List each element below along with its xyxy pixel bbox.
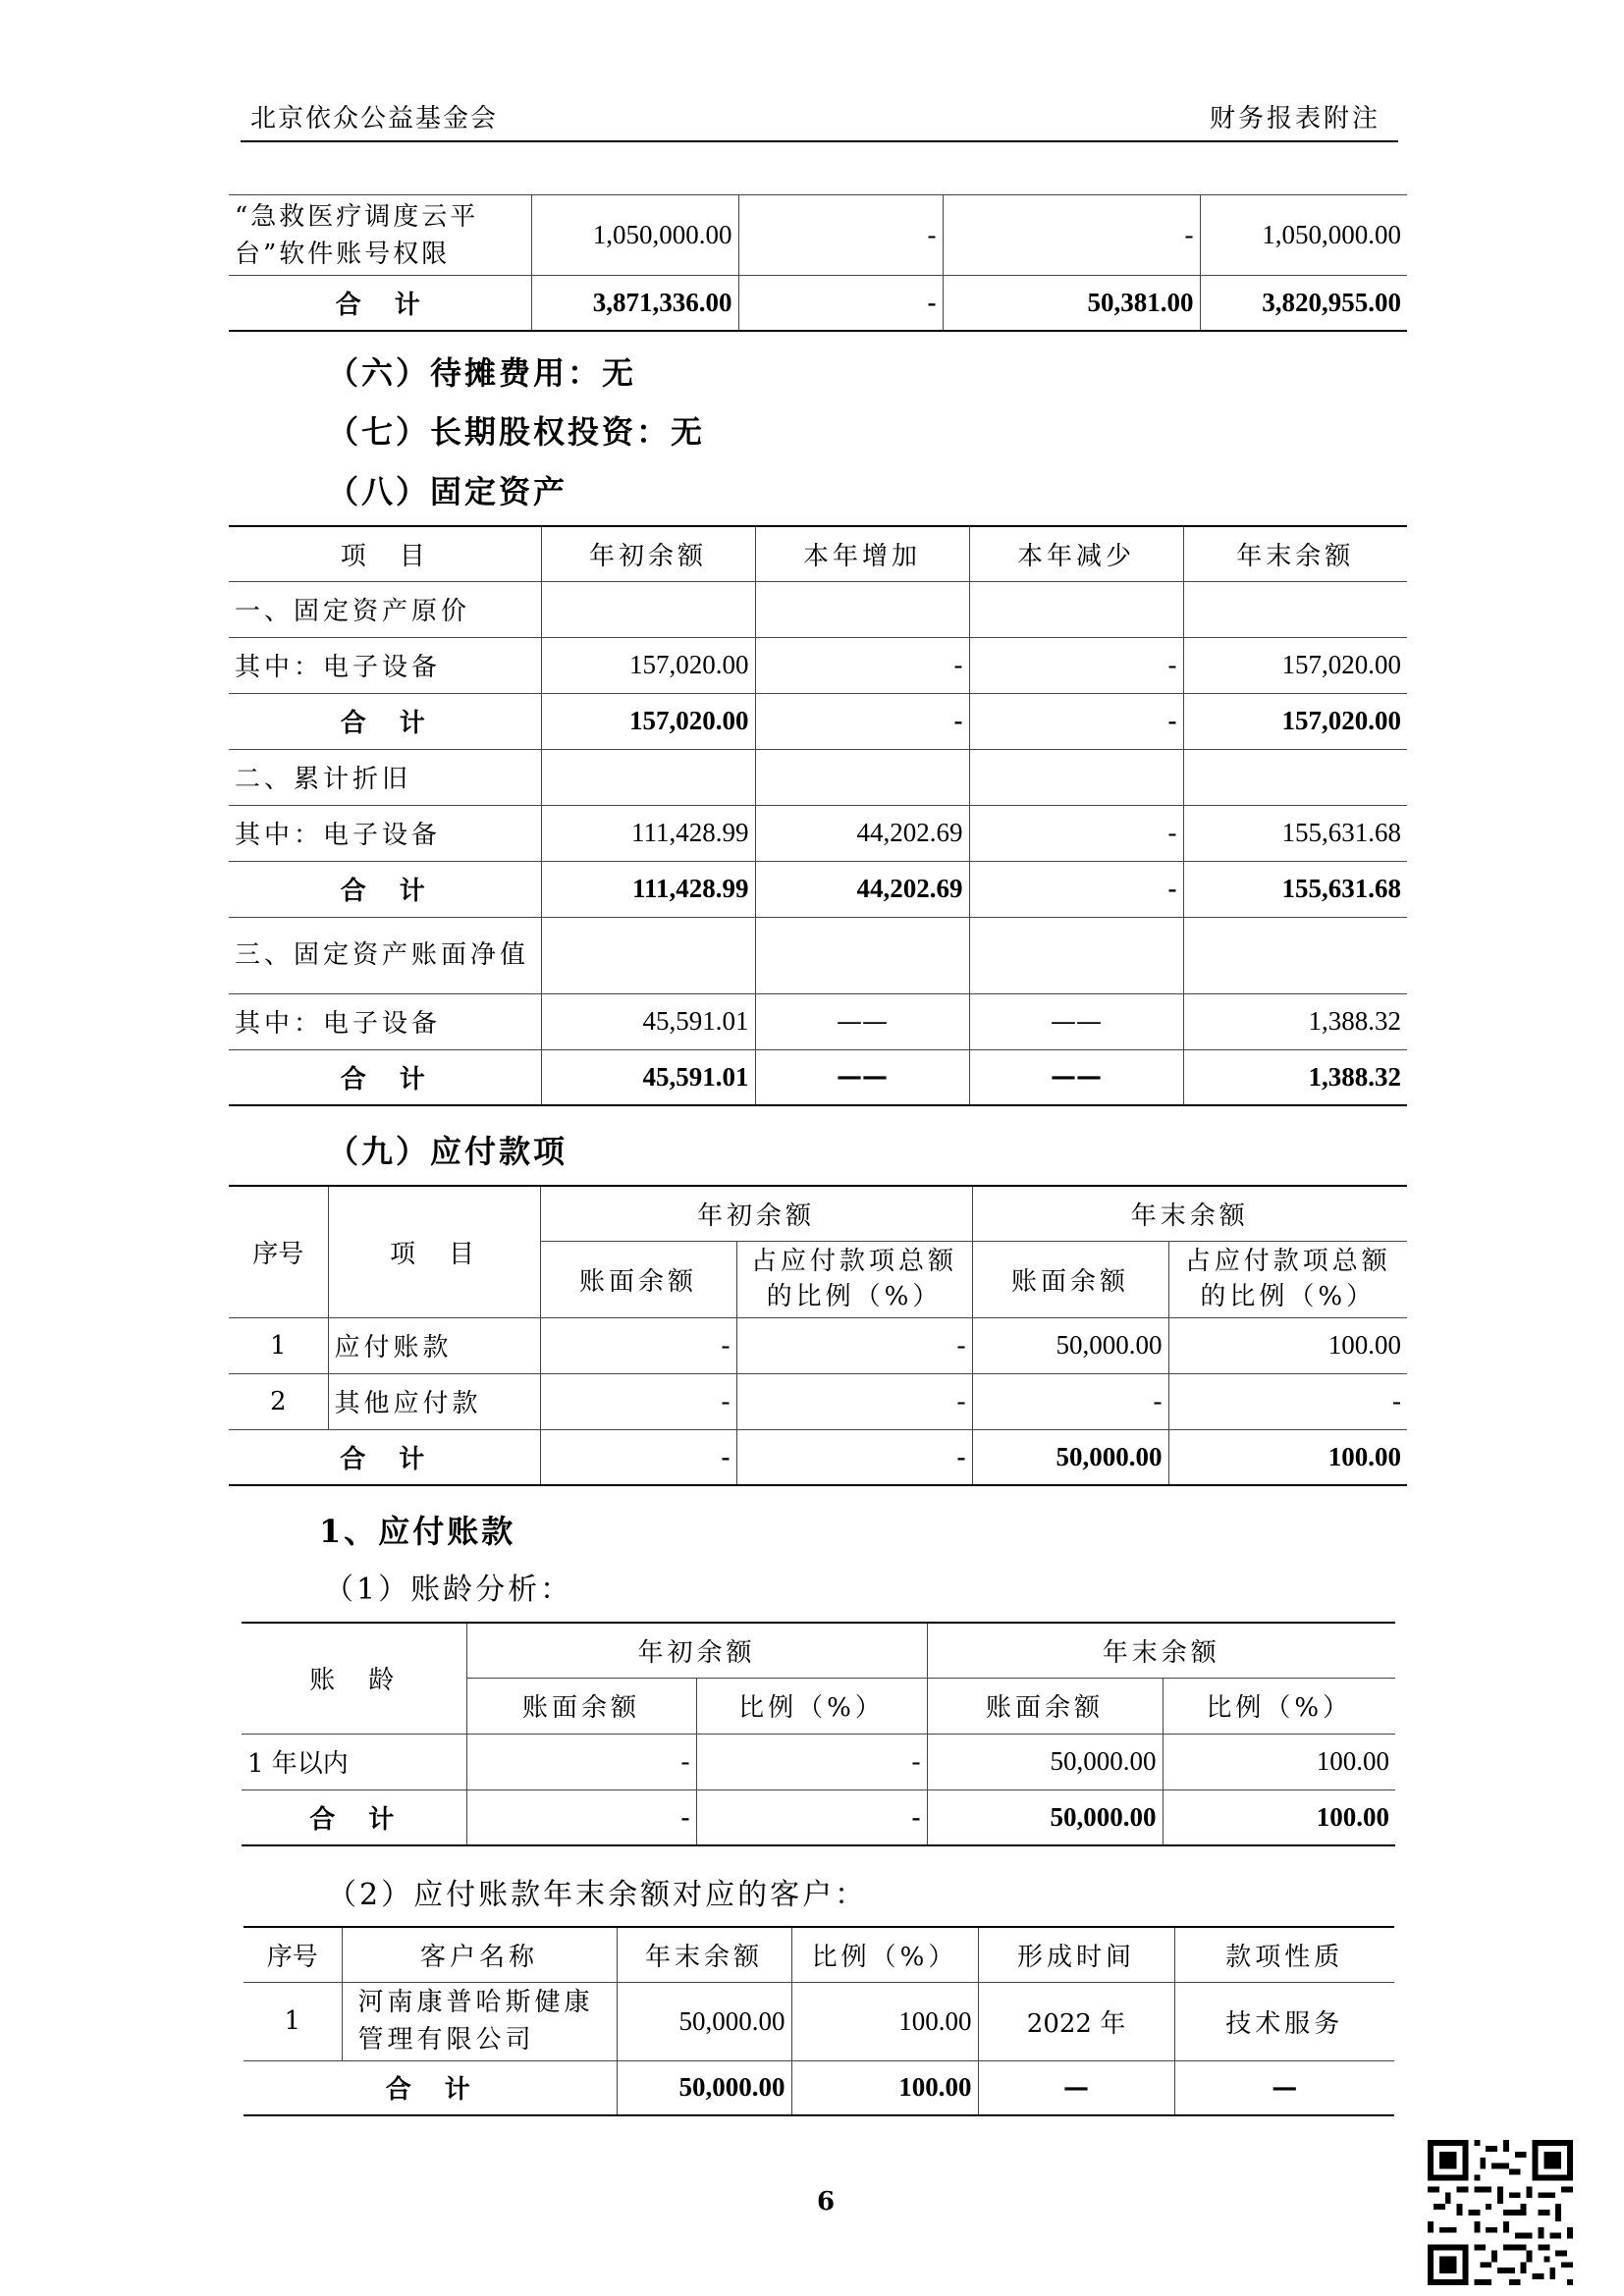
total-row bbox=[242, 1789, 1395, 1845]
col-item: 项 目 bbox=[328, 1186, 540, 1317]
cell: 50,000.00 bbox=[617, 1982, 791, 2060]
col-item: 项 目 bbox=[229, 526, 541, 581]
cell: - bbox=[540, 1373, 736, 1429]
customer-name: 河南康普哈斯健康管理有限公司 bbox=[342, 1982, 617, 2060]
table-row bbox=[229, 993, 1407, 1049]
row-item: 三、固定资产账面净值 bbox=[229, 917, 541, 993]
cell: - bbox=[696, 1734, 927, 1789]
cell bbox=[755, 917, 969, 993]
cell: 50,000.00 bbox=[972, 1317, 1168, 1373]
cell: —— bbox=[969, 993, 1183, 1049]
cell: — bbox=[978, 2060, 1174, 2115]
decrease: - bbox=[943, 195, 1200, 276]
cell bbox=[755, 749, 969, 805]
row-item: 一、固定资产原价 bbox=[229, 581, 541, 637]
item-name: “急救医疗调度云平台”软件账号权限 bbox=[229, 195, 531, 276]
cell: 157,020.00 bbox=[541, 637, 755, 693]
cell: - bbox=[972, 1373, 1168, 1429]
total-row bbox=[229, 861, 1407, 917]
col-begin-ratio: 比例（%） bbox=[696, 1678, 927, 1734]
col-begin: 年初余额 bbox=[541, 526, 755, 581]
cell: - bbox=[1168, 1373, 1407, 1429]
cell: 技术服务 bbox=[1174, 1982, 1394, 2060]
page-number: 6 bbox=[817, 2187, 836, 2216]
col-end-ratio: 占应付款项总额的比例（%） bbox=[1168, 1241, 1407, 1317]
col-age: 账 龄 bbox=[242, 1623, 466, 1734]
table-row bbox=[229, 749, 1407, 805]
cell: 111,428.99 bbox=[541, 805, 755, 861]
cell bbox=[969, 749, 1183, 805]
total-label: 合 计 bbox=[244, 2060, 617, 2115]
col-nature: 款项性质 bbox=[1174, 1927, 1394, 1982]
col-decrease: 本年减少 bbox=[969, 526, 1183, 581]
total-label: 合 计 bbox=[229, 276, 531, 331]
col-begin-ratio: 占应付款项总额的比例（%） bbox=[736, 1241, 972, 1317]
cell: 45,591.01 bbox=[541, 1049, 755, 1105]
table-row bbox=[229, 195, 1407, 276]
cell: - bbox=[969, 805, 1183, 861]
fixed-assets-table bbox=[229, 525, 1407, 1106]
cell: 100.00 bbox=[1168, 1317, 1407, 1373]
cell: 50,000.00 bbox=[927, 1789, 1163, 1845]
payable-customers-table bbox=[244, 1926, 1394, 2116]
cell: 50,000.00 bbox=[617, 2060, 791, 2115]
table-header bbox=[229, 1186, 1407, 1241]
cell: 2022 年 bbox=[978, 1982, 1174, 2060]
total-label: 合 计 bbox=[229, 693, 541, 749]
end-balance: 1,050,000.00 bbox=[1200, 195, 1407, 276]
section-accounts-payable: 1、应付账款 bbox=[319, 1513, 516, 1550]
cell bbox=[969, 917, 1183, 993]
increase: - bbox=[738, 195, 943, 276]
cell: - bbox=[736, 1373, 972, 1429]
row-item: 二、累计折旧 bbox=[229, 749, 541, 805]
cell: 111,428.99 bbox=[541, 861, 755, 917]
cell: - bbox=[466, 1789, 696, 1845]
cell bbox=[969, 581, 1183, 637]
col-end-group: 年末余额 bbox=[927, 1623, 1395, 1678]
table-header bbox=[242, 1623, 1395, 1678]
intangible-assets-table-tail bbox=[229, 194, 1407, 332]
cell bbox=[1183, 749, 1407, 805]
cell bbox=[541, 749, 755, 805]
row-item: 其中：电子设备 bbox=[229, 993, 541, 1049]
cell: 100.00 bbox=[1168, 1429, 1407, 1485]
cell: 44,202.69 bbox=[755, 805, 969, 861]
total-label: 合 计 bbox=[229, 1049, 541, 1105]
table-header bbox=[244, 1927, 1394, 1982]
col-customer: 客户名称 bbox=[342, 1927, 617, 1982]
cell: 1,388.32 bbox=[1183, 993, 1407, 1049]
table-row bbox=[229, 637, 1407, 693]
cell: 45,591.01 bbox=[541, 993, 755, 1049]
cell: 1,388.32 bbox=[1183, 1049, 1407, 1105]
table-row bbox=[229, 917, 1407, 993]
payables-table bbox=[229, 1185, 1407, 1486]
cell: 其他应付款 bbox=[328, 1373, 540, 1429]
row-item: 其中：电子设备 bbox=[229, 637, 541, 693]
total-label: 合 计 bbox=[229, 861, 541, 917]
cell: - bbox=[696, 1789, 927, 1845]
section-prepaid: （六）待摊费用：无 bbox=[327, 354, 637, 392]
cell: 155,631.68 bbox=[1183, 805, 1407, 861]
cell: 应付账款 bbox=[328, 1317, 540, 1373]
col-seq: 序号 bbox=[229, 1186, 328, 1317]
col-begin-group: 年初余额 bbox=[466, 1623, 927, 1678]
table-row bbox=[229, 805, 1407, 861]
cell: 1 bbox=[229, 1317, 328, 1373]
begin-balance: 1,050,000.00 bbox=[531, 195, 738, 276]
header-rule bbox=[241, 140, 1398, 142]
table-header bbox=[229, 526, 1407, 581]
header-doc-title: 财务报表附注 bbox=[1209, 104, 1380, 133]
col-begin-group: 年初余额 bbox=[540, 1186, 972, 1241]
cell: - bbox=[540, 1317, 736, 1373]
cell: - bbox=[969, 861, 1183, 917]
section-aging-analysis: （1）账龄分析： bbox=[324, 1573, 573, 1607]
aging-table bbox=[242, 1622, 1395, 1846]
col-end-book: 账面余额 bbox=[927, 1678, 1163, 1734]
cell: 155,631.68 bbox=[1183, 861, 1407, 917]
col-end-balance: 年末余额 bbox=[617, 1927, 791, 1982]
cell: - bbox=[755, 637, 969, 693]
end-balance: 3,820,955.00 bbox=[1200, 276, 1407, 331]
qr-code-icon bbox=[1428, 2140, 1573, 2285]
cell: —— bbox=[755, 1049, 969, 1105]
cell: 50,000.00 bbox=[927, 1734, 1163, 1789]
total-row bbox=[229, 693, 1407, 749]
cell: 157,020.00 bbox=[1183, 693, 1407, 749]
cell: 100.00 bbox=[791, 1982, 978, 2060]
cell bbox=[1183, 581, 1407, 637]
cell: 44,202.69 bbox=[755, 861, 969, 917]
cell: — bbox=[1174, 2060, 1394, 2115]
cell: - bbox=[755, 693, 969, 749]
cell: - bbox=[466, 1734, 696, 1789]
cell: - bbox=[736, 1317, 972, 1373]
decrease: 50,381.00 bbox=[943, 276, 1200, 331]
cell bbox=[755, 581, 969, 637]
col-begin-book: 账面余额 bbox=[466, 1678, 696, 1734]
total-row bbox=[229, 276, 1407, 331]
col-seq: 序号 bbox=[244, 1927, 342, 1982]
cell: - bbox=[969, 693, 1183, 749]
table-row bbox=[229, 581, 1407, 637]
section-payable-customers: （2）应付账款年末余额对应的客户： bbox=[327, 1878, 868, 1912]
cell: —— bbox=[755, 993, 969, 1049]
begin-balance: 3,871,336.00 bbox=[531, 276, 738, 331]
total-row bbox=[229, 1049, 1407, 1105]
table-row bbox=[244, 1982, 1394, 2060]
cell: 100.00 bbox=[791, 2060, 978, 2115]
col-ratio: 比例（%） bbox=[791, 1927, 978, 1982]
cell bbox=[541, 581, 755, 637]
section-fixed-assets: （八）固定资产 bbox=[327, 473, 568, 510]
total-row bbox=[229, 1429, 1407, 1485]
cell: 2 bbox=[229, 1373, 328, 1429]
table-row bbox=[242, 1734, 1395, 1789]
section-equity-investment: （七）长期股权投资：无 bbox=[327, 413, 706, 451]
cell: 1 年以内 bbox=[242, 1734, 466, 1789]
col-increase: 本年增加 bbox=[755, 526, 969, 581]
cell: 157,020.00 bbox=[1183, 637, 1407, 693]
table-row bbox=[229, 1317, 1407, 1373]
section-payables: （九）应付款项 bbox=[327, 1133, 568, 1170]
cell: 157,020.00 bbox=[541, 693, 755, 749]
cell: 100.00 bbox=[1163, 1789, 1395, 1845]
increase: - bbox=[738, 276, 943, 331]
cell: - bbox=[540, 1429, 736, 1485]
total-row bbox=[244, 2060, 1394, 2115]
col-end-book: 账面余额 bbox=[972, 1241, 1168, 1317]
col-end-ratio: 比例（%） bbox=[1163, 1678, 1395, 1734]
header-org: 北京依众公益基金会 bbox=[250, 104, 499, 133]
table-row bbox=[229, 1373, 1407, 1429]
cell: 1 bbox=[244, 1982, 342, 2060]
cell: - bbox=[736, 1429, 972, 1485]
cell: 100.00 bbox=[1163, 1734, 1395, 1789]
cell: - bbox=[969, 637, 1183, 693]
cell bbox=[1183, 917, 1407, 993]
col-formed-time: 形成时间 bbox=[978, 1927, 1174, 1982]
total-label: 合 计 bbox=[242, 1789, 466, 1845]
col-end: 年末余额 bbox=[1183, 526, 1407, 581]
cell bbox=[541, 917, 755, 993]
cell: 50,000.00 bbox=[972, 1429, 1168, 1485]
cell: —— bbox=[969, 1049, 1183, 1105]
col-end-group: 年末余额 bbox=[972, 1186, 1407, 1241]
total-label: 合 计 bbox=[229, 1429, 540, 1485]
row-item: 其中：电子设备 bbox=[229, 805, 541, 861]
col-begin-book: 账面余额 bbox=[540, 1241, 736, 1317]
